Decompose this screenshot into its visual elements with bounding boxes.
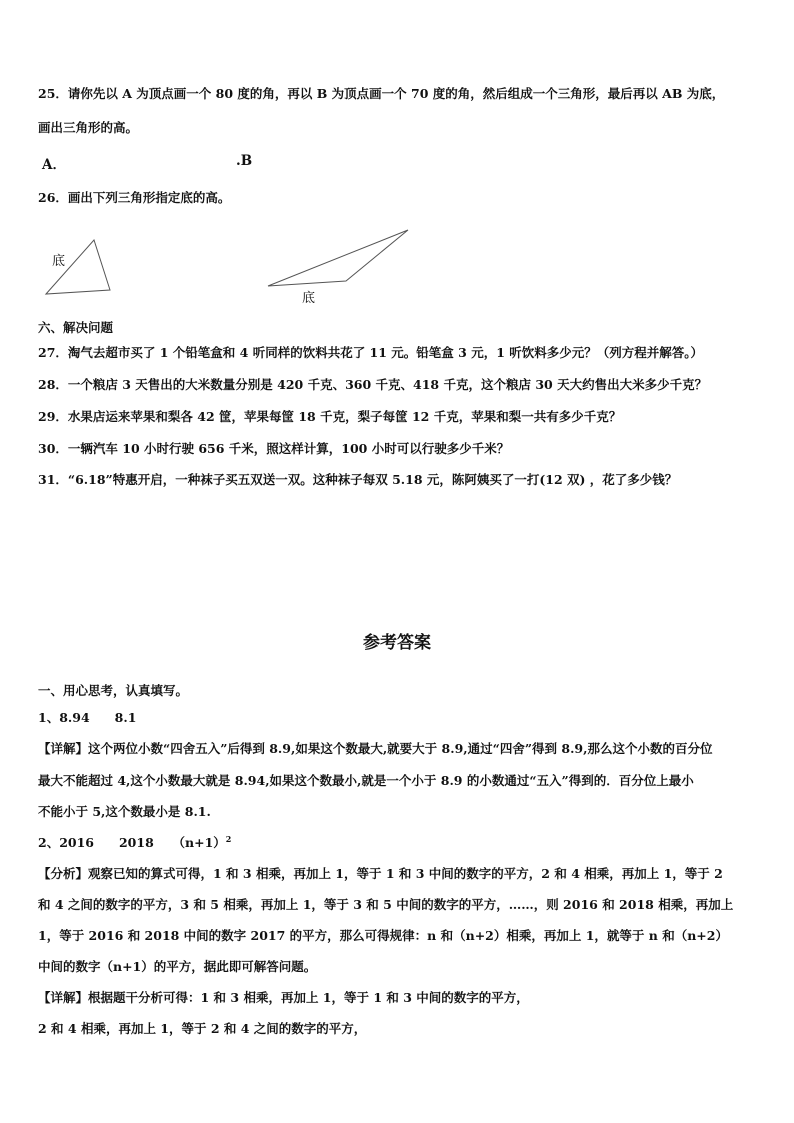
answer-1-head: 1、8.94 8.1 [38, 710, 137, 725]
answer-2-detail-line: 2 和 4 相乘，再加上 1，等于 2 和 4 之间的数字的平方， [38, 1021, 367, 1036]
point-b-label: .B [236, 153, 253, 169]
problem-29: 29．水果店运来苹果和梨各 42 筐，苹果每筐 18 千克，梨子每筐 12 千克，苹果和梨一共有多少千克？ [38, 409, 622, 424]
answer-2-analysis-line: 中间的数字（n+1）的平方，据此即可解答问题。 [38, 959, 317, 974]
triangle-figure-1 [36, 232, 126, 302]
answer-2-analysis-line: 和 4 之间的数字的平方，3 和 5 相乘，再加上 1，等于 3 和 5 中间的数字的平方，……，则 2016 和 2018 相乘，再加上 [38, 897, 734, 912]
section-6-heading: 六、解决问题 [38, 320, 114, 335]
answer-2-detail-line: 【详解】根据题干分析可得：1 和 3 相乘，再加上 1，等于 1 和 3 中间的数字的平方， [38, 990, 529, 1005]
problem-30: 30．一辆汽车 10 小时行驶 656 千米，照这样计算，100 小时可以行驶多少千米？ [38, 441, 510, 456]
q25-line-1: 25．请你先以 A 为顶点画一个 80 度的角，再以 B 为顶点画一个 70 度的角，然后组成一个三角形，最后再以 AB 为底， [38, 86, 725, 101]
q25-line-2: 画出三角形的高。 [38, 120, 139, 135]
point-a-label: A． [42, 157, 66, 173]
answer-2-analysis-line: 1，等于 2016 和 2018 中间的数字 2017 的平方，那么可得规律：n 和（n+2）相乘，再加上 1，就等于 n 和（n+2） [38, 928, 728, 943]
triangle-1-base-label: 底 [52, 254, 66, 269]
answer-2-head [38, 833, 231, 851]
answer-1-detail-line: 最大不能超过 4,这个小数最大就是 8.94,如果这个数最小,就是一个小于 8.9 的小数通过“五入”得到的．百分位上最小 [38, 773, 694, 788]
answer-2-analysis-line: 【分析】观察已知的算式可得，1 和 3 相乘，再加上 1，等于 1 和 3 中间的数字的平方，2 和 4 相乘，再加上 1，等于 2 [38, 866, 723, 881]
q26-text: 26．画出下列三角形指定底的高。 [38, 190, 231, 205]
answer-2-exponent: 2 [225, 833, 232, 844]
answers-section-1: 一、用心思考，认真填写。 [38, 683, 189, 698]
problem-27: 27．淘气去超市买了 1 个铅笔盒和 4 听同样的饮料共花了 11 元。铅笔盒 3 元，1 听饮料多少元？（列方程并解答。） [38, 345, 703, 360]
answer-1-detail-line: 【详解】这个两位小数“四舍五入”后得到 8.9,如果这个数最大,就要大于 8.9,通过“四舍”得到 8.9,那么这个小数的百分位 [38, 741, 713, 756]
triangle-figure-2 [260, 224, 420, 294]
answers-title: 参考答案 [363, 633, 431, 653]
problem-31: 31．“6.18”特惠开启，一种袜子买五双送一双。这种袜子每双 5.18 元，陈阿姨买了一打(12 双) ，花了多少钱？ [38, 472, 678, 487]
problem-28: 28．一个粮店 3 天售出的大米数量分别是 420 千克、360 千克、418 千克，这个粮店 30 天大约售出大米多少千克？ [38, 377, 708, 392]
answer-1-detail-line: 不能小于 5,这个数最小是 8.1. [38, 804, 211, 819]
answer-2-head-text: 2、2016 2018 （n+1） [38, 835, 226, 850]
triangle-2-base-label: 底 [302, 291, 316, 306]
